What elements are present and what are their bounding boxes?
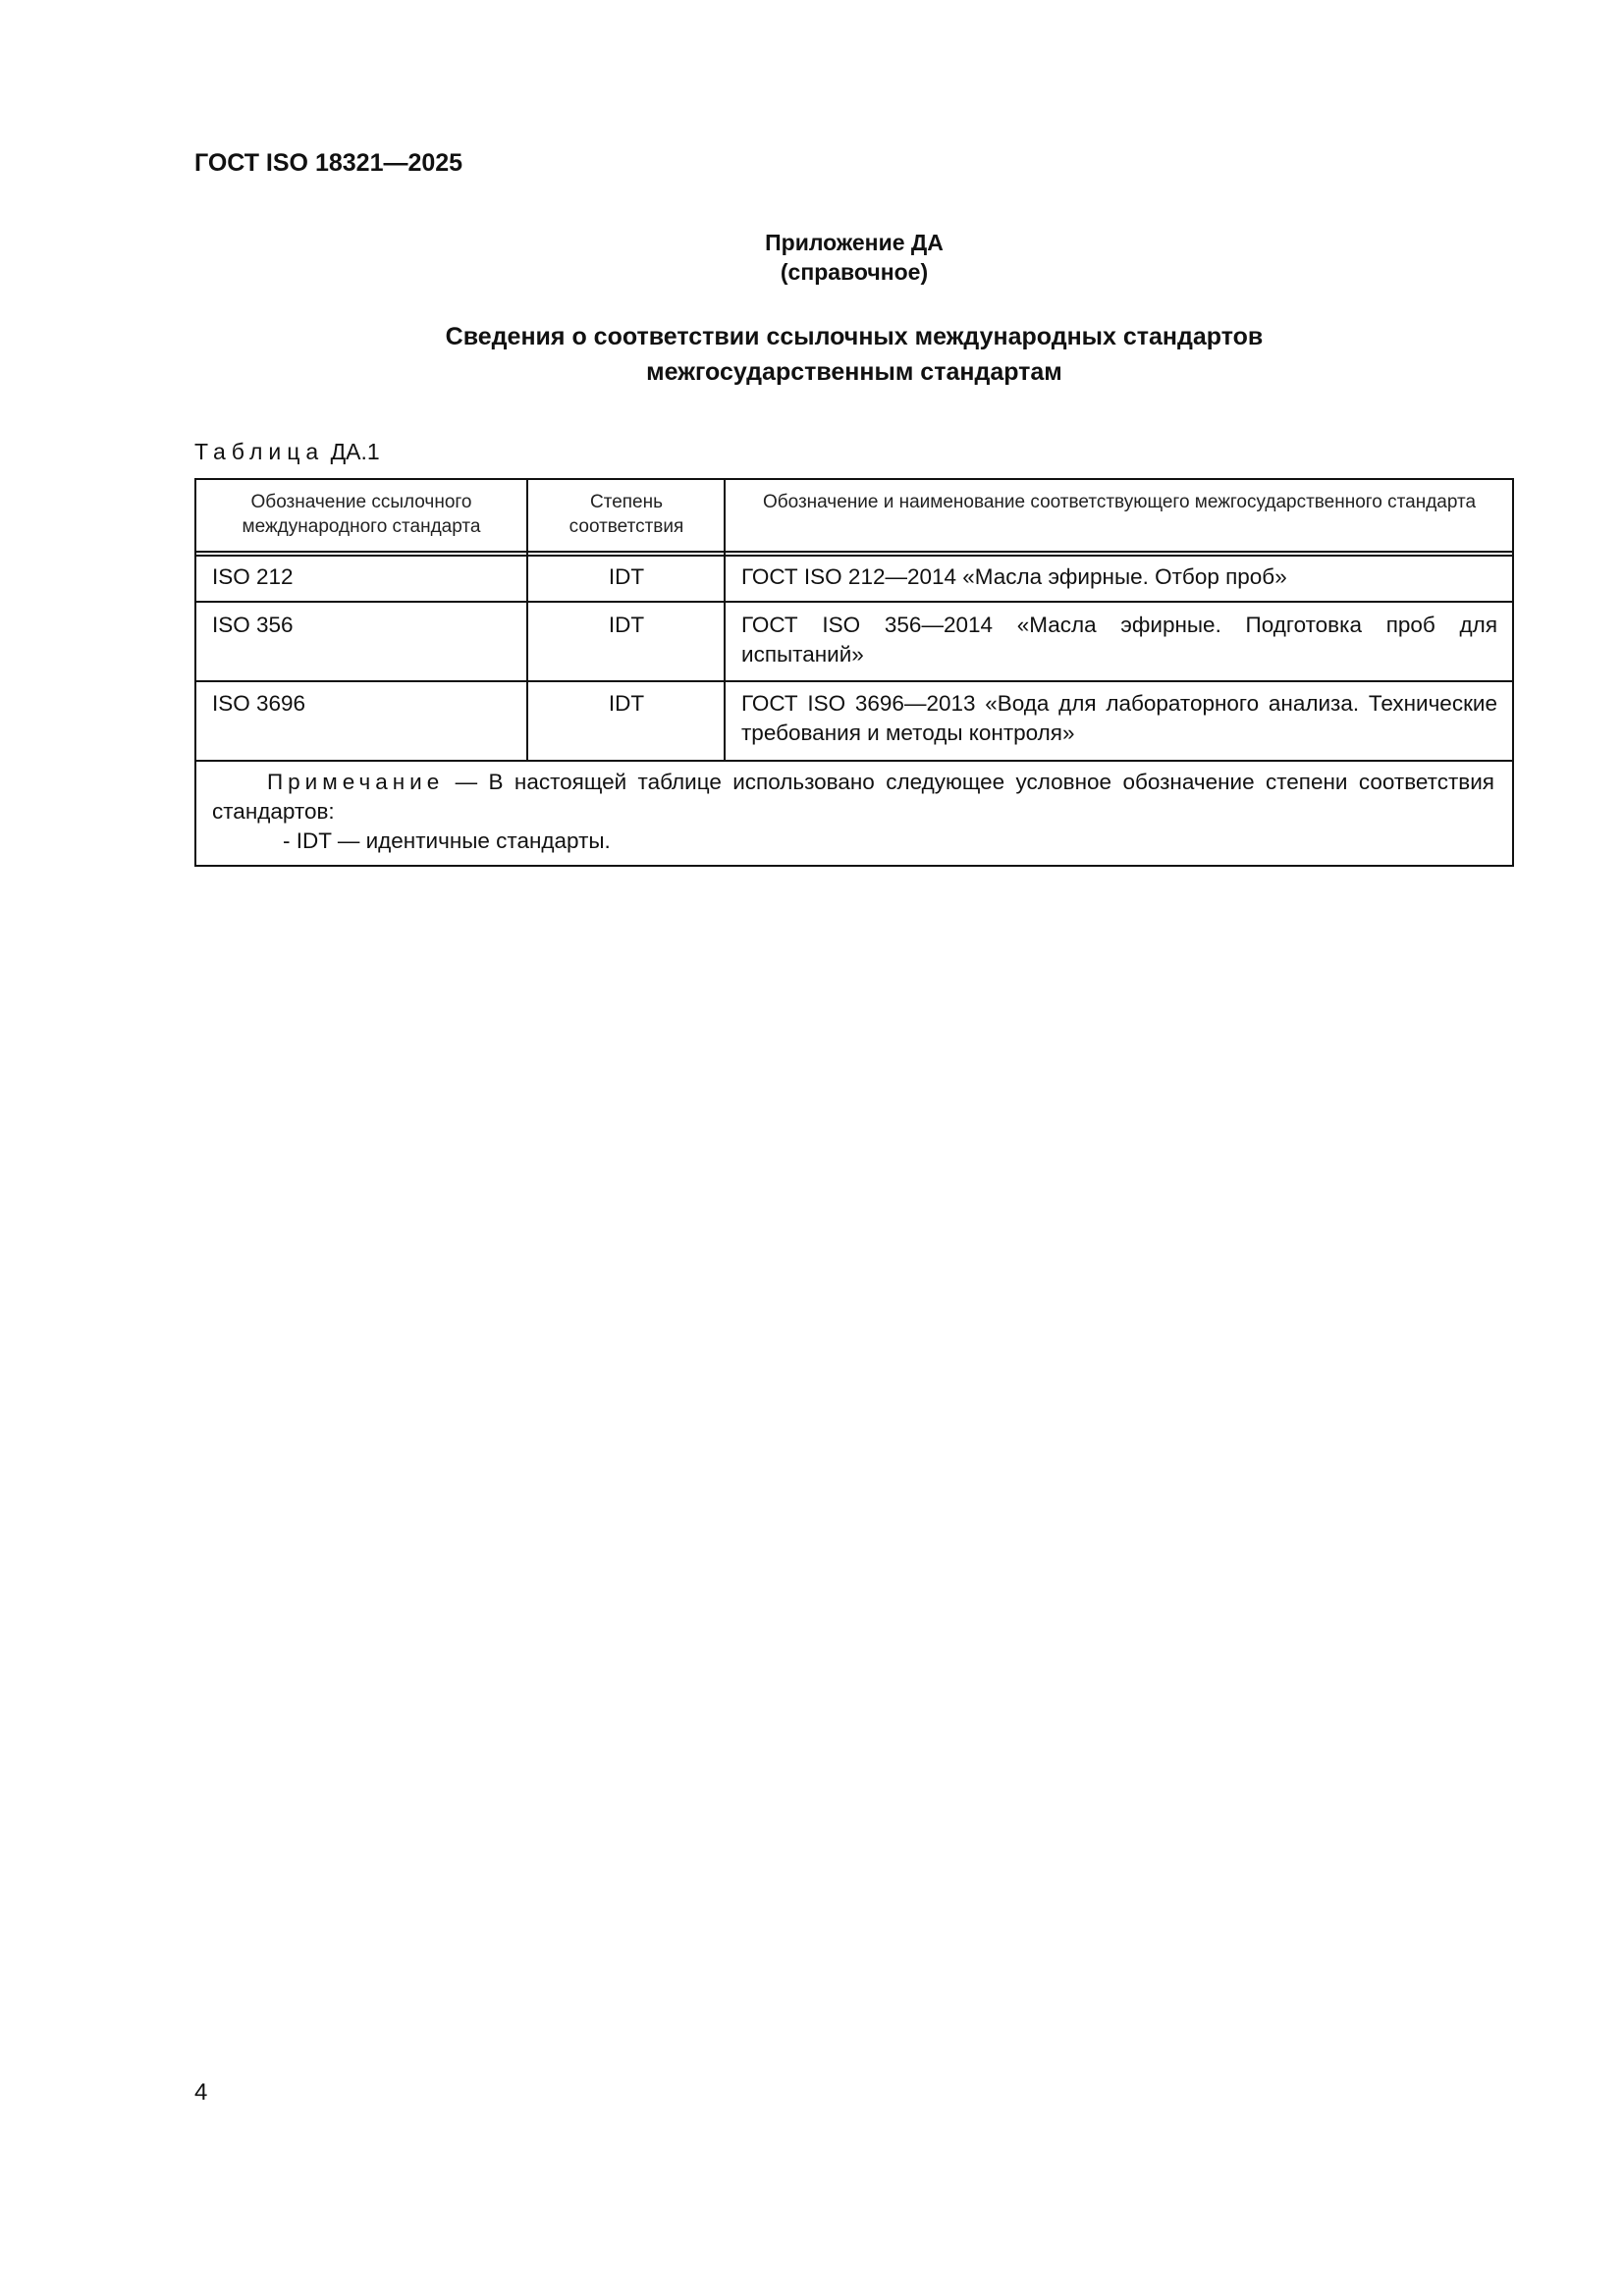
table-caption [194, 439, 380, 465]
table-cell-title: ГОСТ ISO 3696—2013 «Вода для лабораторного анализа. Технические требования и методы контроля» [741, 691, 1497, 745]
table-note [212, 768, 1494, 827]
table-divider [196, 551, 1512, 553]
table-cell-standard: ISO 212 [212, 564, 294, 589]
table-cell-title: ГОСТ ISO 212—2014 «Масла эфирные. Отбор проб» [741, 564, 1287, 589]
table-caption-label: Таблица [194, 439, 325, 464]
correspondence-table [194, 478, 1514, 867]
table-cell-degree: IDT [608, 691, 645, 716]
table-divider [196, 680, 1512, 682]
table-header-standard: Обозначение ссылочного международного стандарта [242, 492, 481, 537]
table-header-degree: Степень соответствия [568, 492, 684, 537]
table-note-text: — В настоящей таблице использовано следующее условное обозначение степени соответствия стандартов: [212, 770, 1494, 824]
table-cell-degree: IDT [608, 613, 645, 637]
section-title [0, 319, 1624, 390]
document-header: ГОСТ ISO 18321—2025 [194, 149, 463, 177]
table-cell-standard: ISO 356 [212, 613, 294, 637]
table-divider [196, 601, 1512, 603]
section-title-line-2: межгосударственным стандартам [646, 358, 1062, 386]
table-divider [196, 555, 1512, 557]
section-title-line-1: Сведения о соответствии ссылочных международных стандартов [445, 323, 1264, 350]
table-cell-degree: IDT [608, 564, 645, 589]
appendix-title: Приложение ДА [765, 230, 944, 255]
appendix-heading [0, 228, 1624, 287]
table-header-title: Обозначение и наименование соответствующего межгосударственного стандарта [762, 492, 1477, 512]
page-number: 4 [194, 2079, 208, 2106]
table-cell-standard: ISO 3696 [212, 691, 306, 716]
table-note-item: - IDT — идентичные стандарты. [283, 828, 611, 853]
table-cell-title: ГОСТ ISO 356—2014 «Масла эфирные. Подготовка проб для испытаний» [741, 613, 1497, 667]
table-note-label: Примечание [267, 770, 445, 794]
appendix-type: (справочное) [780, 259, 929, 285]
table-divider [196, 760, 1512, 762]
table-caption-number: ДА.1 [330, 439, 380, 464]
